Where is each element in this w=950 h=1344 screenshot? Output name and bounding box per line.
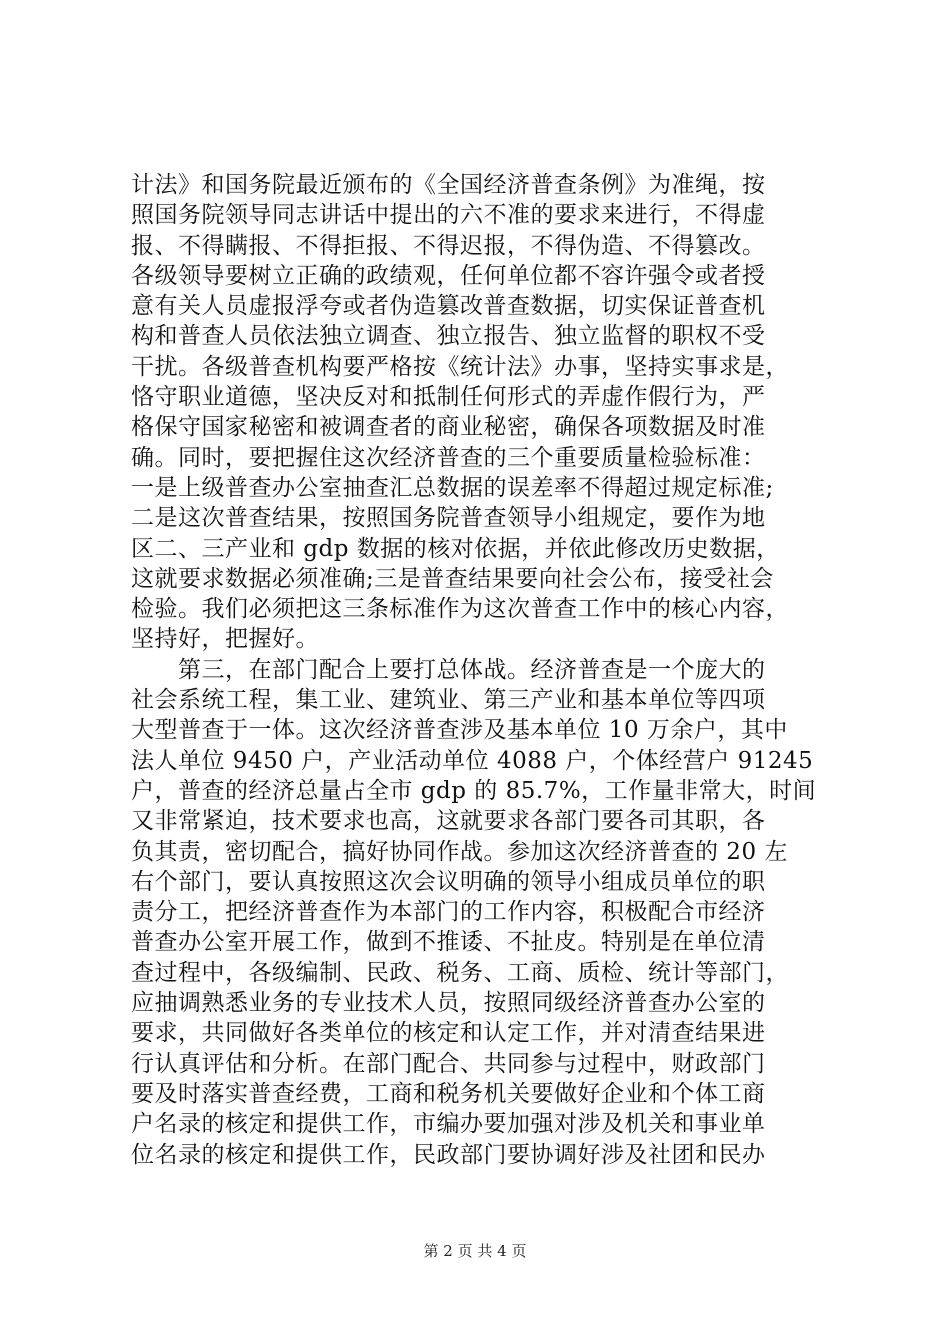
text-line: 干扰。各级普查机构要严格按《统计法》办事，坚持实事求是， bbox=[131, 353, 789, 380]
text-line: 一是上级普查办公室抽查汇总数据的误差率不得超过规定标准; bbox=[131, 474, 774, 501]
text-line: 社会系统工程，集工业、建筑业、第三产业和基本单位等四项 bbox=[131, 687, 766, 714]
text-line: 坚持好，把握好。 bbox=[131, 626, 319, 653]
text-line: 第三，在部门配合上要打总体战。经济普查是一个庞大的 bbox=[131, 656, 766, 683]
text-line: 大型普查于一体。这次经济普查涉及基本单位 10 万余户，其中 bbox=[131, 717, 788, 744]
text-line: 要及时落实普查经费，工商和税务机关要做好企业和个体工商 bbox=[131, 1080, 766, 1107]
text-line: 户名录的核定和提供工作，市编办要加强对涉及机关和事业单 bbox=[131, 1111, 766, 1138]
text-line: 格保守国家秘密和被调查者的商业秘密，确保各项数据及时准 bbox=[131, 414, 766, 441]
text-line: 右个部门，要认真按照这次会议明确的领导小组成员单位的职 bbox=[131, 868, 766, 895]
text-line: 各级领导要树立正确的政绩观，任何单位都不容许强令或者授 bbox=[131, 262, 766, 289]
text-line: 查过程中，各级编制、民政、税务、工商、质检、统计等部门， bbox=[131, 959, 789, 986]
text-line: 照国务院领导同志讲话中提出的六不准的要求来进行，不得虚 bbox=[131, 202, 766, 229]
text-line: 恪守职业道德，坚决反对和抵制任何形式的弄虚作假行为，严 bbox=[131, 384, 766, 411]
body-text bbox=[131, 170, 833, 1170]
text-line: 意有关人员虚报浮夸或者伪造篡改普查数据，切实保证普查机 bbox=[131, 293, 766, 320]
text-line: 普查办公室开展工作，做到不推诿、不扯皮。特别是在单位清 bbox=[131, 929, 766, 956]
text-line: 计法》和国务院最近颁布的《全国经济普查条例》为准绳，按 bbox=[131, 172, 766, 198]
text-line: 负其责，密切配合，搞好协同作战。参加这次经济普查的 20 左 bbox=[131, 838, 788, 865]
text-line: 应抽调熟悉业务的专业技术人员，按照同级经济普查办公室的 bbox=[131, 990, 766, 1017]
text-line: 构和普查人员依法独立调查、独立报告、独立监督的职权不受 bbox=[131, 323, 766, 350]
text-line: 报、不得瞒报、不得拒报、不得迟报，不得伪造、不得篡改。 bbox=[131, 232, 766, 259]
text-line: 确。同时，要把握住这次经济普查的三个重要质量检验标准： bbox=[131, 444, 766, 471]
text-line: 位名录的核定和提供工作，民政部门要协调好涉及社团和民办 bbox=[131, 1141, 766, 1168]
text-line: 户，普查的经济总量占全市 gdp 的 85.7%，工作量非常大，时间 bbox=[131, 777, 817, 804]
text-line: 二是这次普查结果，按照国务院普查领导小组规定，要作为地 bbox=[131, 505, 766, 532]
text-line: 责分工，把经济普查作为本部门的工作内容，积极配合市经济 bbox=[131, 899, 766, 926]
text-line: 检验。我们必须把这三条标准作为这次普查工作中的核心内容， bbox=[131, 596, 789, 623]
text-line: 要求，共同做好各类单位的核定和认定工作，并对清查结果进 bbox=[131, 1020, 766, 1047]
text-line: 区二、三产业和 gdp 数据的核对依据，并依此修改历史数据， bbox=[131, 535, 780, 562]
text-line: 又非常紧迫，技术要求也高，这就要求各部门要各司其职，各 bbox=[131, 808, 766, 835]
page-number-footer: 第 2 页 共 4 页 bbox=[423, 1242, 527, 1260]
text-line: 法人单位 9450 户，产业活动单位 4088 户，个体经营户 91245 bbox=[131, 747, 814, 774]
text-line: 这就要求数据必须准确;三是普查结果要向社会公布，接受社会 bbox=[131, 565, 774, 592]
text-line: 行认真评估和分析。在部门配合、共同参与过程中，财政部门 bbox=[131, 1050, 766, 1077]
